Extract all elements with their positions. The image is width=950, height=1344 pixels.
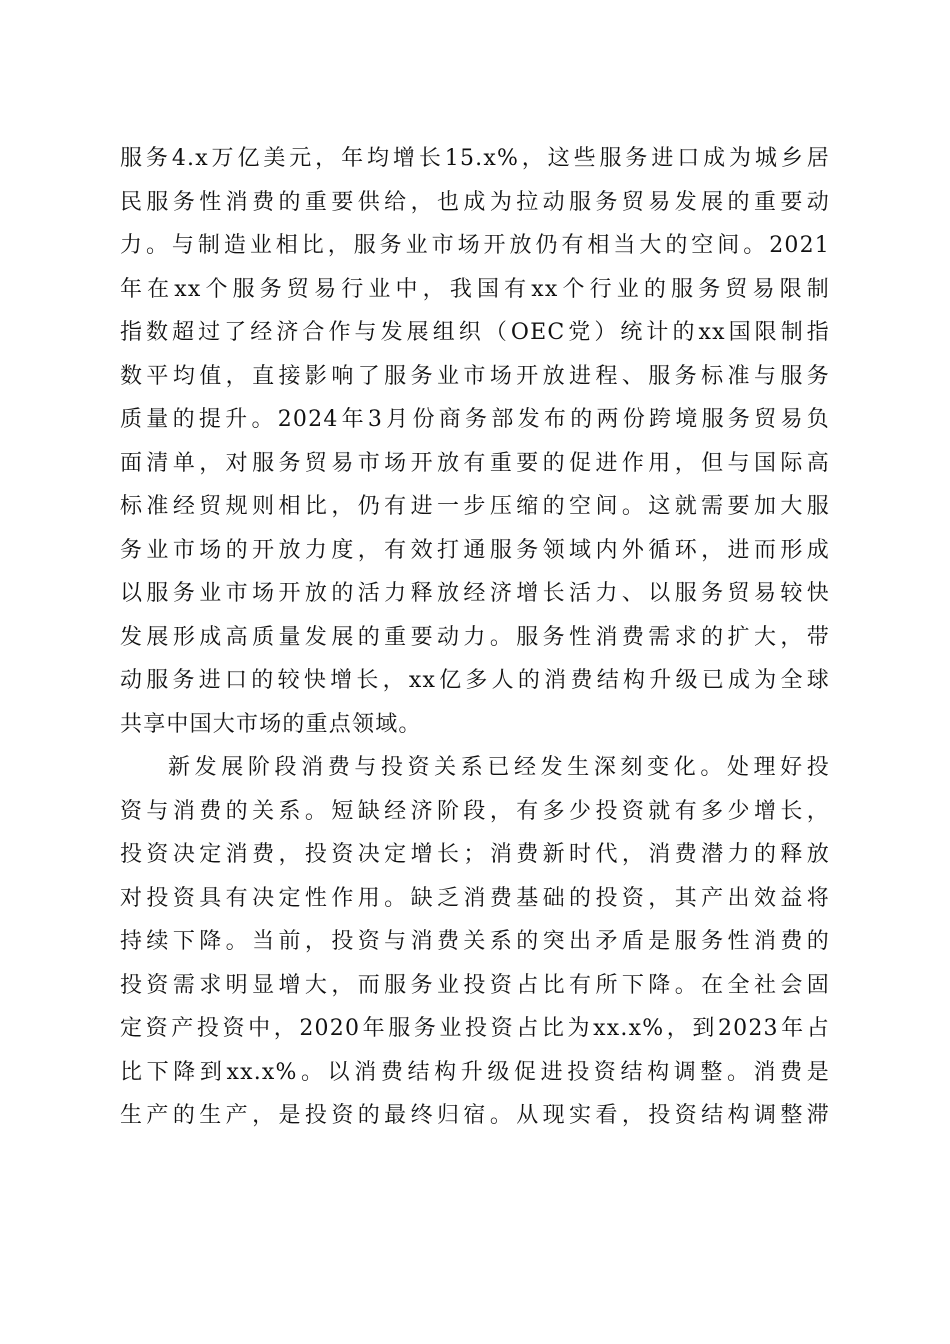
text-line: 年在xx个服务贸易行业中，我国有xx个行业的服务贸易限制: [120, 276, 830, 302]
paragraph-1: [120, 137, 830, 746]
text-line: 发展形成高质量发展的重要动力。服务性消费需求的扩大，带: [120, 624, 830, 650]
text-line: 定资产投资中，2020年服务业投资占比为xx.x%，到2023年占: [120, 1016, 830, 1041]
text-line: 务业市场的开放力度，有效打通服务领域内外循环，进而形成: [120, 537, 830, 563]
text-line: 新发展阶段消费与投资关系已经发生深刻变化。处理好投: [168, 755, 830, 780]
text-line: 质量的提升。2024年3月份商务部发布的两份跨境服务贸易负: [120, 407, 830, 432]
text-line: 投资需求明显增大，而服务业投资占比有所下降。在全社会固: [120, 972, 830, 998]
text-line: 以服务业市场开放的活力释放经济增长活力、以服务贸易较快: [120, 581, 830, 606]
text-line: 服务4.x万亿美元，年均增长15.x%，这些服务进口成为城乡居: [120, 146, 830, 171]
text-line: 持续下降。当前，投资与消费关系的突出矛盾是服务性消费的: [120, 929, 830, 954]
text-line: 投资决定消费，投资决定增长；消费新时代，消费潜力的释放: [120, 842, 830, 867]
body-text: [120, 137, 830, 1138]
text-line: 指数超过了经济合作与发展组织（OEC党）统计的xx国限制指: [120, 320, 830, 345]
text-line: 标准经贸规则相比，仍有进一步压缩的空间。这就需要加大服: [120, 494, 830, 519]
text-line: 面清单，对服务贸易市场开放有重要的促进作用，但与国际高: [120, 450, 830, 476]
text-line: 数平均值，直接影响了服务业市场开放进程、服务标准与服务: [120, 363, 830, 389]
text-line: 动服务进口的较快增长，xx亿多人的消费结构升级已成为全球: [120, 668, 830, 693]
text-line: 民服务性消费的重要供给，也成为拉动服务贸易发展的重要动: [120, 189, 830, 215]
text-line: 资与消费的关系。短缺经济阶段，有多少投资就有多少增长，: [120, 798, 830, 824]
paragraph-2: [120, 746, 830, 1138]
text-line: 对投资具有决定性作用。缺乏消费基础的投资，其产出效益将: [120, 885, 830, 911]
text-line: 力。与制造业相比，服务业市场开放仍有相当大的空间。2021: [120, 233, 830, 258]
text-line: 比下降到xx.x%。以消费结构升级促进投资结构调整。消费是: [120, 1059, 830, 1085]
text-line: 共享中国大市场的重点领域。: [120, 711, 422, 737]
text-line: 生产的生产，是投资的最终归宿。从现实看，投资结构调整滞: [120, 1103, 830, 1128]
